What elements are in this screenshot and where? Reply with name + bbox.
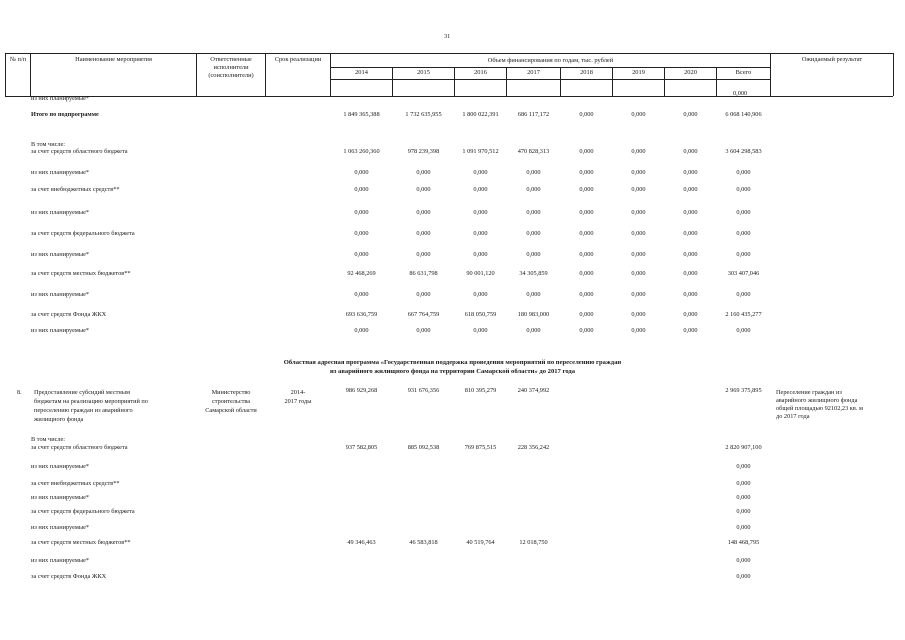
row-value: 0,000	[473, 209, 488, 216]
row-value: 0,000	[416, 230, 431, 237]
row-value: 0,000	[736, 230, 751, 237]
row-value: 769 875,515	[464, 444, 497, 451]
row-value: 0,000	[736, 480, 751, 487]
row-value: 0,000	[473, 291, 488, 298]
row-label: В том числе:	[31, 436, 66, 443]
row-value: 0,000	[526, 209, 541, 216]
row-value: 0,000	[579, 148, 594, 155]
row-value: 0,000	[354, 169, 369, 176]
row-value: 180 983,000	[517, 311, 550, 318]
header-result: Ожидаемый результат	[801, 56, 863, 63]
row-value: 0,000	[579, 291, 594, 298]
header-funding: Объем финансирования по годам, тыс. рублей	[487, 57, 614, 64]
row-value: 228 356,242	[517, 444, 550, 451]
item-value: 240 374,992	[517, 387, 550, 394]
row-value: 0,000	[354, 327, 369, 334]
row-label: за счет средств федерального бюджета	[31, 230, 135, 237]
row-value: 0,000	[631, 311, 646, 318]
row-value: 978 239,398	[407, 148, 440, 155]
row-value: 148 468,795	[727, 539, 760, 546]
row-value: 6 068 140,906	[725, 111, 762, 118]
item-value: 931 676,356	[407, 387, 440, 394]
row-value: 0,000	[416, 186, 431, 193]
item-name-line: Предоставление субсидий местным	[34, 389, 131, 396]
row-value: 1 063 260,360	[343, 148, 380, 155]
row-value: 1 732 635,955	[405, 111, 442, 118]
row-label: за счет средств местных бюджетов**	[31, 270, 131, 277]
row-label: Итого по подпрограмме	[31, 111, 99, 118]
row-value: 0,000	[473, 327, 488, 334]
row-value: 0,000	[473, 230, 488, 237]
row-value: 0,000	[736, 508, 751, 515]
item-value: 2 969 375,895	[725, 387, 762, 394]
row-value: 0,000	[683, 169, 698, 176]
row-label: за счет средств федерального бюджета	[31, 508, 135, 515]
row-value: 0,000	[683, 209, 698, 216]
row-value: 0,000	[416, 251, 431, 258]
row-value: 0,000	[473, 186, 488, 193]
row-value: 667 764,759	[407, 311, 440, 318]
row-value: 0,000	[526, 291, 541, 298]
row-value: 0,000	[631, 169, 646, 176]
row-value: 0,000	[683, 251, 698, 258]
row-value: 0,000	[579, 251, 594, 258]
header-year: 2015	[417, 69, 430, 76]
row-label: из них планируемые*	[31, 169, 90, 176]
row-label: из них планируемые*	[31, 291, 90, 298]
row-label: за счет внебюджетных средств**	[31, 480, 120, 487]
item-value: 810 395,279	[464, 387, 497, 394]
row-label: из них планируемые*	[31, 557, 90, 564]
top-total-value: 0,000	[733, 90, 748, 97]
row-value: 0,000	[683, 291, 698, 298]
item-result-line: общей площадью 92102,23 кв. м	[776, 405, 863, 412]
header-period: Срок реализации	[274, 56, 322, 63]
row-label: за счет средств Фонда ЖКХ	[31, 573, 107, 580]
item-period-line: 2014-	[290, 389, 306, 396]
header-year: 2017	[527, 69, 540, 76]
row-value: 0,000	[631, 251, 646, 258]
row-label: из них планируемые*	[31, 327, 90, 334]
row-label: из них планируемые*	[31, 494, 90, 501]
row-value: 0,000	[579, 111, 594, 118]
row-value: 0,000	[579, 169, 594, 176]
row-label: из них планируемые*	[31, 524, 90, 531]
item-responsible-line: строительства	[211, 398, 251, 405]
row-value: 86 631,798	[409, 270, 438, 277]
row-value: 0,000	[526, 230, 541, 237]
item-result-line: Переселение граждан из	[776, 389, 842, 396]
row-value: 0,000	[683, 230, 698, 237]
row-value: 0,000	[526, 186, 541, 193]
row-value: 0,000	[736, 524, 751, 531]
row-value: 686 117,172	[517, 111, 550, 118]
row-value: 0,000	[526, 251, 541, 258]
row-value: 3 604 298,583	[725, 148, 762, 155]
row-value: 90 001,120	[466, 270, 495, 277]
row-value: 0,000	[631, 327, 646, 334]
row-value: 0,000	[736, 573, 751, 580]
row-value: 40 519,764	[466, 539, 495, 546]
row-value: 1 091 970,512	[462, 148, 499, 155]
row-value: 0,000	[416, 169, 431, 176]
item-value: 986 929,268	[345, 387, 378, 394]
row-value: 0,000	[683, 327, 698, 334]
row-value: 2 820 907,100	[725, 444, 762, 451]
row-value: 0,000	[631, 291, 646, 298]
row-value: 0,000	[526, 327, 541, 334]
row-value: 0,000	[473, 251, 488, 258]
header-year: 2018	[580, 69, 593, 76]
item-name-line: жилищного фонда	[34, 416, 84, 423]
row-value: 693 636,759	[345, 311, 378, 318]
header-num: № п/п	[9, 56, 27, 63]
row-value: 0,000	[736, 169, 751, 176]
item-name-line: бюджетам на реализацию мероприятий по	[34, 398, 148, 405]
row-value: 0,000	[579, 209, 594, 216]
header-name: Наименование мероприятия	[75, 56, 152, 63]
row-value: 303 407,046	[727, 270, 760, 277]
row-value: 0,000	[736, 557, 751, 564]
row-value: 0,000	[579, 186, 594, 193]
row-value: 0,000	[631, 230, 646, 237]
row-value: 0,000	[736, 494, 751, 501]
header-year: 2016	[474, 69, 487, 76]
row-label: В том числе:	[31, 141, 66, 148]
row-value: 0,000	[579, 230, 594, 237]
row-value: 0,000	[579, 311, 594, 318]
row-label: за счет средств областного бюджета	[31, 148, 128, 155]
row-value: 0,000	[736, 463, 751, 470]
row-value: 0,000	[579, 327, 594, 334]
row-label: из них планируемые*	[31, 463, 90, 470]
item-name-line: переселению граждан из аварийного	[34, 407, 133, 414]
item-period-line: 2017 годы	[284, 398, 312, 405]
item-result-line: до 2017 года	[776, 413, 810, 420]
row-value: 0,000	[631, 111, 646, 118]
header-year: 2019	[632, 69, 645, 76]
item-result-line: аварийного жилищного фонда	[776, 397, 858, 404]
row-value: 0,000	[736, 291, 751, 298]
row-value: 0,000	[683, 311, 698, 318]
row-value: 0,000	[579, 270, 594, 277]
item-responsible-line: Министерство	[211, 389, 251, 396]
row-label: за счет средств областного бюджета	[31, 444, 128, 451]
row-value: 0,000	[736, 327, 751, 334]
item-number: 8.	[17, 389, 22, 396]
row-label: из них планируемые*	[31, 251, 90, 258]
row-value: 2 160 435,277	[725, 311, 762, 318]
row-value: 0,000	[526, 169, 541, 176]
row-value: 0,000	[631, 148, 646, 155]
row-value: 937 582,805	[345, 444, 378, 451]
page-number: 31	[444, 33, 451, 40]
row-value: 0,000	[736, 251, 751, 258]
row-label: за счет средств местных бюджетов**	[31, 539, 131, 546]
program-title-line-1: Областная адресная программа «Государственная поддержка проведения мероприятий по переселению граждан	[283, 359, 622, 366]
header-year: 2014	[355, 69, 368, 76]
program-title-line-2: из аварийного жилищного фонда на территории Самарской области» до 2017 года	[329, 368, 576, 375]
header-responsible: Ответственные исполнители (соисполнители)	[208, 56, 254, 79]
row-value: 0,000	[736, 209, 751, 216]
row-value: 0,000	[683, 148, 698, 155]
row-value: 0,000	[354, 186, 369, 193]
row-label: за счет средств Фонда ЖКХ	[31, 311, 107, 318]
row-value: 0,000	[683, 270, 698, 277]
row-value: 46 583,818	[409, 539, 438, 546]
row-value: 49 346,463	[347, 539, 376, 546]
item-responsible-line: Самарской области	[205, 407, 257, 414]
row-value: 0,000	[683, 111, 698, 118]
row-value: 0,000	[631, 209, 646, 216]
header-year-total: Всего	[735, 69, 752, 76]
row-value: 12 018,750	[519, 539, 548, 546]
row-value: 92 468,269	[347, 270, 376, 277]
row-label: из них планируемые*	[31, 95, 90, 102]
row-value: 0,000	[354, 209, 369, 216]
row-value: 0,000	[354, 251, 369, 258]
row-value: 34 305,859	[519, 270, 548, 277]
row-value: 885 092,538	[407, 444, 440, 451]
row-value: 0,000	[354, 230, 369, 237]
row-value: 0,000	[631, 186, 646, 193]
header-year: 2020	[684, 69, 697, 76]
row-value: 0,000	[473, 169, 488, 176]
row-label: из них планируемые*	[31, 209, 90, 216]
row-value: 1 849 365,388	[343, 111, 380, 118]
row-value: 0,000	[416, 291, 431, 298]
row-value: 0,000	[631, 270, 646, 277]
row-value: 0,000	[416, 209, 431, 216]
row-value: 0,000	[416, 327, 431, 334]
row-value: 470 828,313	[517, 148, 550, 155]
row-value: 0,000	[354, 291, 369, 298]
row-value: 1 800 022,391	[462, 111, 499, 118]
row-value: 0,000	[683, 186, 698, 193]
row-value: 618 050,759	[464, 311, 497, 318]
row-value: 0,000	[736, 186, 751, 193]
row-label: за счет внебюджетных средств**	[31, 186, 120, 193]
